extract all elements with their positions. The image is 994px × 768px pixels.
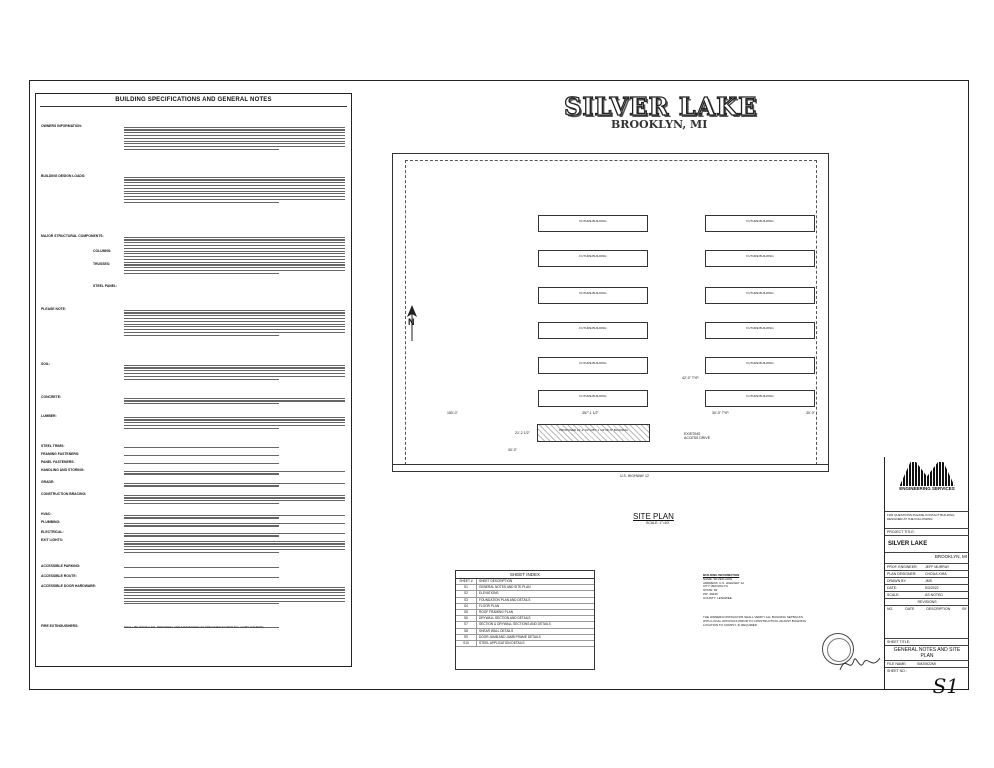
existing-drive-label: EXISTING ACCESS DRIVE: [684, 432, 711, 440]
text-line: [124, 400, 345, 401]
text-line: [124, 245, 345, 246]
sheet-index-title: SHEET INDEX: [456, 571, 594, 579]
sheet-index-row: [456, 641, 594, 647]
dim-mid: 30'-0" TYP.: [712, 411, 730, 415]
text-line: [124, 312, 345, 313]
text-line: [124, 398, 345, 399]
designer-row: [885, 571, 969, 578]
text-line: [124, 425, 345, 426]
spec-section-text: [124, 235, 345, 276]
text-line: [124, 270, 345, 271]
text-line: [124, 267, 345, 268]
text-line: [124, 533, 345, 534]
sheet-description-cell: GENERAL NOTES AND SITE PLAN: [479, 585, 531, 590]
north-label: N: [408, 317, 415, 327]
building-info-line: STATE: MI: [703, 588, 718, 593]
text-line: [124, 262, 345, 263]
dim-top: 42'-0" TYP.: [682, 376, 700, 380]
dim-right: 30'-0": [806, 411, 815, 415]
spec-section-text: [124, 461, 345, 465]
spec-section-text: [124, 531, 345, 538]
spec-section-label: PANEL FASTENERS:: [41, 460, 75, 464]
building-info-line: ZIP: 49230: [703, 591, 718, 596]
text-line: [124, 335, 279, 336]
text-line: [124, 202, 279, 203]
spec-section-text: [124, 175, 345, 204]
title-block: [884, 457, 969, 698]
text-line: [124, 577, 279, 578]
text-line: [124, 239, 345, 240]
highway-label: U.S. HIGHWAY 12: [620, 474, 649, 478]
text-line: [124, 149, 279, 150]
text-line: [124, 485, 279, 486]
text-line: [124, 191, 345, 192]
text-line: [124, 332, 345, 333]
building-info-line: NAME: SILVER LAKE: [703, 576, 733, 581]
drawn: JMS: [925, 579, 932, 583]
sheet-index: [455, 570, 595, 670]
spec-title: BUILDING SPECIFICATIONS AND GENERAL NOTES: [115, 97, 272, 103]
future-building: FUTURE BUILDING: [538, 215, 648, 232]
text-line: [124, 179, 345, 180]
dim-left: 150'-0": [447, 411, 458, 415]
sheet-number-cell: S3: [456, 598, 477, 603]
text-line: [124, 471, 345, 472]
text-line: [124, 598, 345, 599]
future-building: FUTURE BUILDING: [705, 250, 815, 267]
spec-section-text: [124, 453, 345, 457]
text-line: [124, 541, 345, 542]
text-line: [124, 463, 279, 464]
future-building: FUTURE BUILDING: [538, 287, 648, 304]
sheet-number: S1: [932, 674, 959, 698]
spec-section-text: [124, 125, 345, 152]
dim-length: 357'-1 1/2": [582, 411, 599, 415]
text-line: [124, 592, 345, 593]
spec-section-label: EXIT LIGHTS:: [41, 538, 64, 542]
text-line: [124, 535, 279, 536]
spec-section-label: HANDLING AND STORING:: [41, 468, 85, 472]
text-line: [124, 373, 345, 374]
spec-subsection-label: STEEL PANEL:: [93, 284, 118, 288]
text-line: [124, 321, 345, 322]
sheet-number-cell: S9: [456, 635, 477, 640]
dim-width: 21'-2 1/2": [515, 431, 530, 435]
scale: AS NOTED: [925, 593, 943, 597]
spec-section-label: CONCRETE:: [41, 395, 62, 399]
text-line: [124, 417, 345, 418]
divider: [40, 106, 347, 107]
text-line: [124, 326, 345, 327]
project-title-label: PROJECT TITLE:: [885, 529, 969, 536]
fire-extinguisher-text: SHALL BE INSTALLED, PROVIDED, AND MAINTAINED AS SPECIFIED IN NFPA NO. 10 (BY OTHERS).: [124, 625, 265, 629]
text-line: [124, 595, 345, 596]
spec-section-label: SOIL:: [41, 362, 51, 366]
date: 5/3/2022: [925, 586, 939, 590]
future-building: FUTURE BUILDING: [705, 287, 815, 304]
sheet-description-cell: FOUNDATION PLAN AND DETAILS: [479, 597, 531, 602]
spec-section-label: PLEASE NOTE:: [41, 307, 67, 311]
spec-subsection-label: COLUMNS:: [93, 249, 112, 253]
scale-label: SCALE:: [887, 593, 900, 597]
text-line: [124, 143, 345, 144]
file-row: [885, 661, 969, 668]
site-plan-caption: SITE PLAN: [633, 512, 674, 521]
text-line: [124, 523, 345, 524]
text-line: [124, 428, 279, 429]
date-label: DATE:: [887, 586, 898, 590]
text-line: [124, 253, 345, 254]
sheet-description-cell: DRYWALL SECTION AND DETAILS: [479, 616, 531, 621]
sheet-number-cell: S1: [456, 585, 477, 590]
spec-section-text: [124, 493, 345, 506]
text-line: [124, 237, 345, 238]
text-line: [124, 193, 345, 194]
spec-section-label: STEEL TRIMS:: [41, 444, 65, 448]
text-line: [124, 182, 345, 183]
sheet-description-cell: SHEAR WALL DETAILS: [479, 628, 514, 633]
spec-section-label: ACCESSIBLE DOOR HARDWARE:: [41, 584, 97, 588]
text-line: [124, 129, 345, 130]
file-name: SM20522MI: [917, 662, 936, 666]
text-line: [124, 567, 279, 568]
text-line: [124, 525, 279, 526]
sheet-index-rows: [456, 585, 594, 647]
spec-section-label: BUILDING DESIGN LOADS:: [41, 174, 86, 178]
engineer-label: PROF. ENGINEER:: [887, 565, 918, 569]
spec-section-label: PLUMBING:: [41, 520, 61, 524]
spec-section-label: OWNERS INFORMATION:: [41, 124, 82, 128]
text-line: [124, 587, 345, 588]
text-line: [124, 543, 345, 544]
text-line: [124, 549, 345, 550]
logo-area: [885, 457, 969, 512]
scale-row: [885, 592, 969, 599]
text-line: [124, 259, 345, 260]
text-line: [124, 365, 345, 366]
building-info: [703, 574, 773, 601]
text-line: [124, 495, 345, 496]
sheet-title: GENERAL NOTES AND SITE PLAN: [885, 646, 969, 661]
engineer: JEFF MURRAY: [925, 565, 950, 569]
building-info-line: COUNTY: LENAWEE: [703, 595, 732, 600]
text-line: [124, 515, 345, 516]
future-building: FUTURE BUILDING: [705, 322, 815, 339]
spec-section-text: [124, 521, 345, 528]
spec-panel: [35, 93, 352, 667]
future-building: FUTURE BUILDING: [705, 390, 815, 407]
text-line: [124, 188, 345, 189]
text-line: [124, 367, 345, 368]
text-line: [124, 546, 345, 547]
text-line: [124, 497, 345, 498]
spec-section-text: [124, 415, 345, 431]
text-line: [124, 248, 345, 249]
spec-section-text: [124, 575, 345, 579]
text-line: [124, 146, 345, 147]
col-sheet: SHEET #: [456, 579, 477, 584]
sheet-description-cell: ELEVATIONS: [479, 591, 499, 596]
text-line: [124, 127, 345, 128]
spec-section-label: CONSTRUCTION BRACING:: [41, 492, 87, 496]
text-line: [124, 256, 345, 257]
designer-label: PLAN DESIGNER:: [887, 572, 917, 576]
text-line: [124, 483, 345, 484]
site-plan-scale: SCALE: 1"=40': [646, 521, 670, 525]
text-line: [124, 370, 345, 371]
future-building: FUTURE BUILDING: [538, 357, 648, 374]
sheet-number-cell: S2: [456, 591, 477, 596]
rev-col-date: DATE: [905, 607, 915, 611]
text-line: [124, 379, 279, 380]
sheet-no-label: SHEET NO.:: [887, 669, 907, 673]
text-line: [124, 589, 345, 590]
sheet-description-cell: STEEL APPLICATION DETAILS: [479, 640, 525, 645]
highway: [392, 464, 829, 472]
text-line: [124, 603, 279, 604]
text-line: [124, 601, 345, 602]
building-info-title: BUILDING INFORMATION: [703, 573, 740, 577]
spec-section-label: MAJOR STRUCTURAL COMPONENTS:: [41, 234, 104, 238]
col-desc: SHEET DESCRIPTION: [479, 579, 513, 583]
sheet-number-cell: S5: [456, 610, 477, 615]
sheet-description-cell: FLOOR PLAN: [479, 603, 500, 608]
building-info-lines: [703, 578, 773, 601]
owner-note: THE OWNER/CONTRACTOR SHALL VERIFY ALL BUILDING SETBACKS WITH LOCAL OFFICIALS PRIOR TO CONSTRUCTION. ADJUST BUILDING LOCATION TO COMPLY, IF REQUIRED.: [703, 615, 806, 627]
future-building: FUTURE BUILDING: [705, 215, 815, 232]
text-line: [124, 177, 345, 178]
text-line: [124, 315, 345, 316]
dim-setback: 30'-0": [508, 448, 517, 452]
text-line: [124, 447, 279, 448]
drawn-label: DRAWN BY:: [887, 579, 907, 583]
spec-section-text: [124, 396, 345, 406]
sheet-number-cell: S7: [456, 622, 477, 627]
future-building: FUTURE BUILDING: [705, 357, 815, 374]
sheet-description-cell: ROOF FRAMING PLAN: [479, 609, 514, 614]
text-line: [124, 135, 345, 136]
company-logo: [900, 462, 955, 486]
spec-section-text: [124, 363, 345, 381]
rev-col-by: BY: [962, 607, 967, 611]
rev-col-no: NO.: [887, 607, 894, 611]
spec-section-label: ACCESSIBLE ROUTE:: [41, 574, 77, 578]
spec-section-label: ELECTRICAL:: [41, 530, 64, 534]
sheet-description-cell: DOOR JAMB AND JAMB FRAME DETAILS: [479, 634, 541, 639]
text-line: [124, 273, 279, 274]
revisions-header: REVISIONS: [885, 599, 969, 606]
text-line: [124, 517, 279, 518]
revisions-table: [885, 606, 969, 639]
text-line: [124, 552, 279, 553]
company-name: ENGINEERING SERVICES: [899, 486, 955, 491]
text-line: [124, 251, 345, 252]
spec-section-text: [124, 565, 345, 569]
project-name: SILVER LAKE: [885, 536, 969, 553]
rev-col-desc: DESCRIPTION: [926, 607, 951, 611]
spec-section-label: HVAC:: [41, 512, 52, 516]
spec-section-label: FRAMING FASTENERS:: [41, 452, 80, 456]
text-line: [124, 196, 345, 197]
text-line: [124, 264, 345, 265]
spec-section-text: [124, 445, 345, 449]
contact-note: FOR QUESTIONS PLEASE CONTACT BUILDING DESIGNER AT THE FOLLOWING:: [885, 512, 969, 529]
text-line: [124, 242, 345, 243]
sheet-number-cell: S4: [456, 604, 477, 609]
designer: CHOUA XIHA: [925, 572, 947, 576]
file-label: FILE NAME:: [887, 662, 907, 666]
future-building: FUTURE BUILDING: [538, 250, 648, 267]
text-line: [124, 141, 345, 142]
text-line: [124, 185, 345, 186]
drawn-row: [885, 578, 969, 585]
spec-section-label: GRADE:: [41, 480, 55, 484]
spec-section-label: FIRE EXTINGUISHERS:: [41, 624, 79, 628]
sheet-number-cell: S6: [456, 616, 477, 621]
text-line: [124, 324, 345, 325]
text-line: [124, 199, 345, 200]
text-line: [124, 403, 279, 404]
spec-section-label: LUMBER:: [41, 414, 57, 418]
text-line: [124, 455, 279, 456]
engineer-row: [885, 564, 969, 571]
future-building: FUTURE BUILDING: [538, 322, 648, 339]
building-info-line: CITY: BROOKLYN: [703, 584, 728, 589]
property-line: [405, 160, 817, 465]
text-line: [124, 310, 345, 311]
proposed-building: [537, 424, 650, 442]
text-line: [124, 419, 345, 420]
sheet-description-cell: SECTION & DRYWALL SECTIONS AND DETAILS: [479, 622, 551, 627]
project-city: BROOKLYN, MI: [885, 553, 969, 564]
sheet-number-cell: S8: [456, 629, 477, 634]
text-line: [124, 329, 345, 330]
spec-subsection-label: TRUSSES:: [93, 262, 111, 266]
text-line: [124, 473, 279, 474]
spec-section-label: ACCESSIBLE PARKING:: [41, 564, 81, 568]
text-line: [124, 376, 345, 377]
signature-icon: [838, 652, 882, 676]
sheet-number-cell: S10: [456, 641, 477, 646]
sheet-title-label: SHEET TITLE:: [885, 639, 969, 646]
future-building: FUTURE BUILDING: [538, 390, 648, 407]
spec-section-text: [124, 585, 345, 606]
text-line: [124, 318, 345, 319]
date-row: [885, 585, 969, 592]
text-line: [124, 500, 345, 501]
proposed-label: PROPOSED 21'-2 1/2"x357'-1 1/2"x8'-6" BUILDING: [559, 428, 628, 432]
text-line: [124, 132, 345, 133]
spec-section-text: [124, 539, 345, 555]
text-line: [124, 422, 345, 423]
project-title: SILVER LAKE: [564, 92, 758, 121]
building-info-line: ADDRESS: U.S. HIGHWAY 12: [703, 580, 744, 585]
text-line: [124, 503, 279, 504]
text-line: [124, 138, 345, 139]
spec-section-text: [124, 308, 345, 337]
project-location: BROOKLYN, MI: [611, 118, 708, 131]
spec-section-text: [124, 469, 345, 476]
spec-section-text: [124, 481, 345, 488]
spec-section-text: [124, 513, 345, 520]
